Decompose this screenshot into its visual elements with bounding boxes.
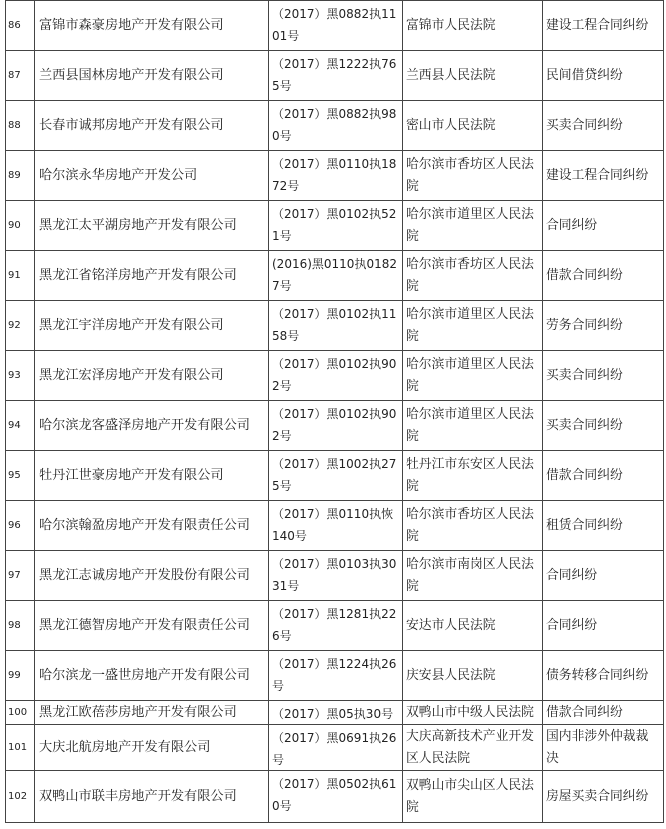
- dispute-type: 房屋买卖合同纠纷: [543, 771, 664, 822]
- court-name: 庆安县人民法院: [403, 651, 543, 700]
- court-name: 富锦市人民法院: [403, 1, 543, 50]
- table-row: [6, 101, 664, 151]
- table-row: [6, 771, 664, 823]
- dispute-type: 国内非涉外仲裁裁决: [543, 725, 664, 770]
- court-name: 哈尔滨市道里区人民法院: [403, 351, 543, 400]
- court-name: 牡丹江市东安区人民法院: [403, 451, 543, 500]
- court-name: 双鸭山市中级人民法院: [403, 701, 543, 724]
- case-number: （2017）黑0103执3031号: [269, 551, 403, 600]
- case-number: （2017）黑1224执26号: [269, 651, 403, 700]
- row-number: 95: [6, 451, 35, 500]
- company-name: 黑龙江志诚房地产开发股份有限公司: [35, 551, 269, 600]
- company-name: 哈尔滨龙一盛世房地产开发有限公司: [35, 651, 269, 700]
- case-number: （2017）黑0110执恢140号: [269, 501, 403, 550]
- company-name: 黑龙江欧蓓莎房地产开发有限公司: [35, 701, 269, 724]
- row-number: 101: [6, 725, 35, 770]
- court-name: 哈尔滨市道里区人民法院: [403, 401, 543, 450]
- case-number: （2017）黑0102执902号: [269, 401, 403, 450]
- dispute-type: 民间借贷纠纷: [543, 51, 664, 100]
- row-number: 88: [6, 101, 35, 150]
- court-name: 哈尔滨市道里区人民法院: [403, 301, 543, 350]
- table-row: [6, 251, 664, 301]
- row-number: 90: [6, 201, 35, 250]
- company-name: 黑龙江太平湖房地产开发有限公司: [35, 201, 269, 250]
- row-number: 91: [6, 251, 35, 300]
- court-name: 哈尔滨市南岗区人民法院: [403, 551, 543, 600]
- row-number: 86: [6, 1, 35, 50]
- company-name: 长春市诚邦房地产开发有限公司: [35, 101, 269, 150]
- case-number: （2017）黑1222执765号: [269, 51, 403, 100]
- row-number: 89: [6, 151, 35, 200]
- company-name: 哈尔滨龙客盛泽房地产开发有限公司: [35, 401, 269, 450]
- case-number: （2017）黑0102执1158号: [269, 301, 403, 350]
- dispute-type: 借款合同纠纷: [543, 451, 664, 500]
- case-number: （2017）黑05执30号: [269, 701, 403, 724]
- case-number: （2017）黑1002执275号: [269, 451, 403, 500]
- row-number: 92: [6, 301, 35, 350]
- dispute-type: 租赁合同纠纷: [543, 501, 664, 550]
- company-name: 兰西县国林房地产开发有限公司: [35, 51, 269, 100]
- case-number: (2016)黑0110执01827号: [269, 251, 403, 300]
- table-row: [6, 725, 664, 771]
- dispute-type: 债务转移合同纠纷: [543, 651, 664, 700]
- table-row: [6, 51, 664, 101]
- case-number: （2017）黑0882执1101号: [269, 1, 403, 50]
- dispute-type: 借款合同纠纷: [543, 251, 664, 300]
- table-row: [6, 551, 664, 601]
- table-row: [6, 451, 664, 501]
- row-number: 96: [6, 501, 35, 550]
- court-name: 哈尔滨市香坊区人民法院: [403, 501, 543, 550]
- court-name: 双鸭山市尖山区人民法院: [403, 771, 543, 822]
- company-name: 黑龙江宇洋房地产开发有限公司: [35, 301, 269, 350]
- row-number: 87: [6, 51, 35, 100]
- table-row: [6, 201, 664, 251]
- table-row: [6, 701, 664, 725]
- dispute-type: 建设工程合同纠纷: [543, 151, 664, 200]
- case-number: （2017）黑0102执521号: [269, 201, 403, 250]
- case-number: （2017）黑0691执26号: [269, 725, 403, 770]
- case-number: （2017）黑0882执980号: [269, 101, 403, 150]
- court-name: 兰西县人民法院: [403, 51, 543, 100]
- dispute-type: 合同纠纷: [543, 551, 664, 600]
- dispute-type: 劳务合同纠纷: [543, 301, 664, 350]
- company-name: 黑龙江省铭洋房地产开发有限公司: [35, 251, 269, 300]
- table-row: [6, 501, 664, 551]
- company-name: 牡丹江世豪房地产开发有限公司: [35, 451, 269, 500]
- company-name: 富锦市森豪房地产开发有限公司: [35, 1, 269, 50]
- dispute-type: 买卖合同纠纷: [543, 401, 664, 450]
- case-number: （2017）黑0502执610号: [269, 771, 403, 822]
- case-number: （2017）黑1281执226号: [269, 601, 403, 650]
- table-row: [6, 151, 664, 201]
- dispute-type: 合同纠纷: [543, 601, 664, 650]
- row-number: 93: [6, 351, 35, 400]
- row-number: 97: [6, 551, 35, 600]
- row-number: 94: [6, 401, 35, 450]
- court-name: 密山市人民法院: [403, 101, 543, 150]
- case-number: （2017）黑0102执902号: [269, 351, 403, 400]
- row-number: 99: [6, 651, 35, 700]
- table-row: [6, 401, 664, 451]
- row-number: 102: [6, 771, 35, 822]
- case-number: （2017）黑0110执1872号: [269, 151, 403, 200]
- dispute-type: 买卖合同纠纷: [543, 101, 664, 150]
- table-row: [6, 601, 664, 651]
- court-name: 大庆高新技术产业开发区人民法院: [403, 725, 543, 770]
- table-row: [6, 351, 664, 401]
- court-name: 哈尔滨市香坊区人民法院: [403, 251, 543, 300]
- court-name: 安达市人民法院: [403, 601, 543, 650]
- table-row: [6, 301, 664, 351]
- company-name: 黑龙江宏泽房地产开发有限公司: [35, 351, 269, 400]
- dispute-type: 买卖合同纠纷: [543, 351, 664, 400]
- table-row: [6, 651, 664, 701]
- table-row: [6, 1, 664, 51]
- court-name: 哈尔滨市道里区人民法院: [403, 201, 543, 250]
- company-name: 哈尔滨永华房地产开发公司: [35, 151, 269, 200]
- dispute-type: 合同纠纷: [543, 201, 664, 250]
- company-name: 黑龙江德智房地产开发有限责任公司: [35, 601, 269, 650]
- court-name: 哈尔滨市香坊区人民法院: [403, 151, 543, 200]
- case-table: [5, 0, 664, 823]
- company-name: 哈尔滨翰盈房地产开发有限责任公司: [35, 501, 269, 550]
- row-number: 98: [6, 601, 35, 650]
- dispute-type: 借款合同纠纷: [543, 701, 664, 724]
- company-name: 大庆北航房地产开发有限公司: [35, 725, 269, 770]
- dispute-type: 建设工程合同纠纷: [543, 1, 664, 50]
- row-number: 100: [6, 701, 35, 724]
- company-name: 双鸭山市联丰房地产开发有限公司: [35, 771, 269, 822]
